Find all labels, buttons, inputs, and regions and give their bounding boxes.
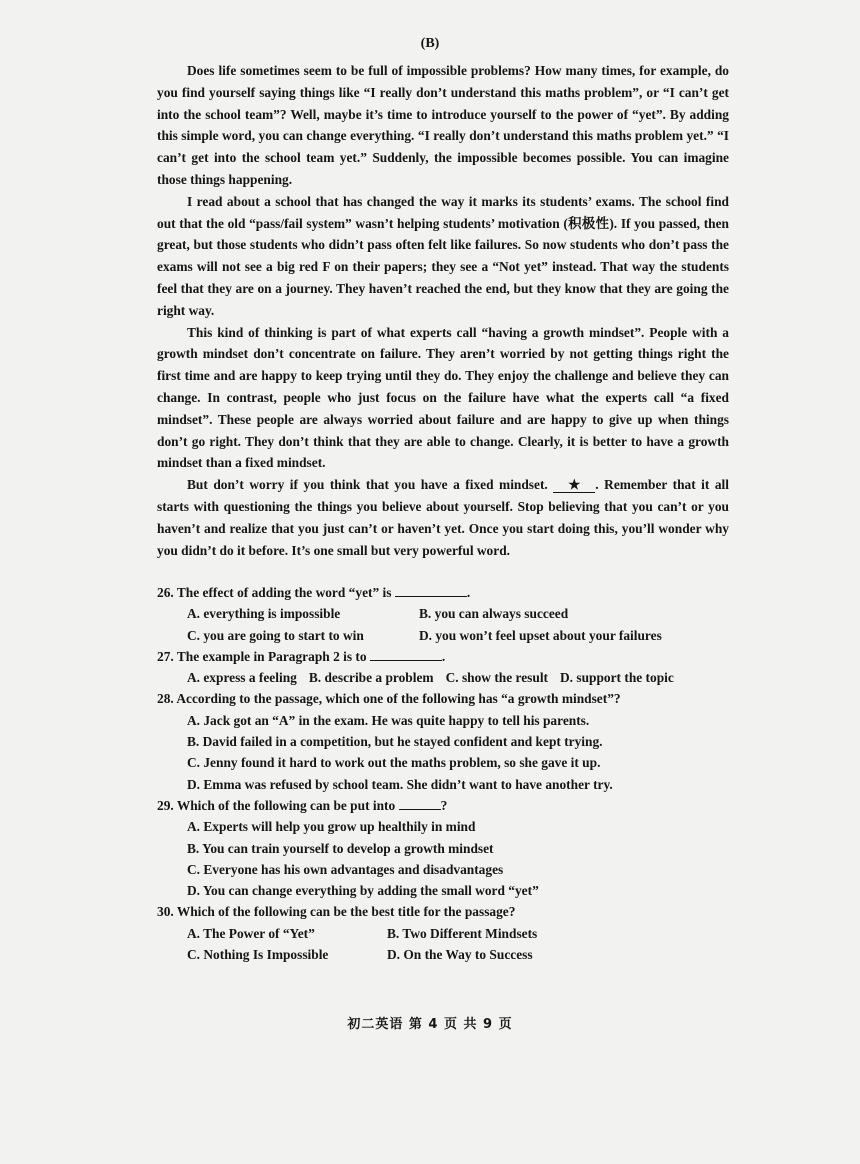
question-stem: 30. Which of the following can be the best title for the passage?	[157, 904, 516, 920]
option-a: A. everything is impossible	[187, 606, 341, 622]
question-30	[157, 901, 729, 965]
option-b: B. Two Different Mindsets	[387, 925, 538, 941]
paragraph-4	[157, 474, 729, 561]
question-26	[157, 582, 729, 646]
question-27	[157, 646, 729, 689]
option-c: C. you are going to start to win	[187, 627, 364, 643]
option-a: A. Jack got an “A” in the exam. He was quite happy to tell his parents.	[187, 712, 590, 728]
option-c: C. Jenny found it hard to work out the maths problem, so she gave it up.	[187, 755, 601, 771]
answer-blank	[395, 584, 467, 597]
option-a: A. The Power of “Yet”	[187, 925, 315, 941]
question-29	[157, 795, 729, 901]
option-c: C. show the result	[445, 670, 548, 686]
paragraph-2: I read about a school that has changed the way it marks its students’ exams. The school find out that the old “pass/fail system” wasn’t helping students’ motivation (积极性). If you passed, then great, but those students who didn’t pass often felt like failures. So now students who don’t pass the exams will not see a big red F on their papers; they see a “Not yet” instead. That way the students feel that they are on a journey. They haven’t reached the end, but they know that they are going the right way.	[157, 193, 729, 318]
answer-blank	[399, 797, 441, 810]
option-c: C. Everyone has his own advantages and disadvantages	[187, 861, 504, 877]
option-b: B. You can train yourself to develop a growth mindset	[187, 840, 494, 856]
answer-blank	[370, 648, 442, 661]
paragraph-3: This kind of thinking is part of what experts call “having a growth mindset”. People with a growth mindset don’t concentrate on failure. They aren’t worried by not getting things right the first time and are happy to keep trying until they do. They enjoy the challenge and believe they can change. In contrast, people who just focus on the failure have what the experts call “a fixed mindset”. These people are always worried about failure and are happy to give up when things don’t go right. They don’t think that they are able to change. Clearly, it is better to have a growth mindset than a fixed mindset.	[157, 324, 729, 471]
option-d: D. On the Way to Success	[387, 947, 533, 963]
star-blank: ★	[553, 478, 595, 493]
question-stem: 26. The effect of adding the word “yet” is .	[157, 585, 471, 600]
option-d: D. you won’t feel upset about your failures	[419, 627, 662, 643]
option-d: D. You can change everything by adding the small word “yet”	[187, 883, 539, 899]
reading-passage	[157, 60, 729, 561]
question-stem: 28. According to the passage, which one of the following has “a growth mindset”?	[157, 691, 621, 707]
paragraph-4-before: But don’t worry if you think that you have a fixed mindset.	[187, 477, 548, 493]
option-d: D. Emma was refused by school team. She didn’t want to have another try.	[187, 776, 613, 792]
page-footer: 初二英语 第 4 页 共 9 页	[347, 1017, 513, 1032]
section-label: (B)	[420, 36, 440, 51]
option-a: A. Experts will help you grow up healthily in mind	[187, 819, 476, 835]
paragraph-4-after: . Remember that it all starts with questioning the things you believe about yourself. Stop believing that you can’t or you haven’t and realize that you just can’t or haven’t yet. Once you start doing this, you’ll wonder why you didn’t do it before. It’s one small but very powerful word.	[157, 477, 730, 558]
paragraph-1: Does life sometimes seem to be full of impossible problems? How many times, for example, do you find yourself saying things like “I really don’t understand this maths problem”, or “I can’t get into the school team”? Well, maybe it’s time to introduce yourself to the power of “yet”. By adding this simple word, you can change everything. “I really don’t understand this maths problem yet.” “I can’t get into the school team yet.” Suddenly, the impossible becomes possible. You can imagine those things happening.	[157, 63, 729, 187]
option-b: B. describe a problem	[308, 670, 434, 686]
option-c: C. Nothing Is Impossible	[187, 947, 329, 963]
question-stem: 29. Which of the following can be put into ?	[157, 797, 448, 813]
option-a: A. express a feeling	[187, 670, 297, 686]
question-28	[157, 688, 729, 794]
question-stem: 27. The example in Paragraph 2 is to .	[157, 648, 446, 664]
question-list	[157, 582, 729, 965]
option-b: B. David failed in a competition, but he stayed confident and kept trying.	[187, 734, 603, 750]
option-d: D. support the topic	[560, 670, 674, 686]
option-b: B. you can always succeed	[419, 606, 569, 622]
